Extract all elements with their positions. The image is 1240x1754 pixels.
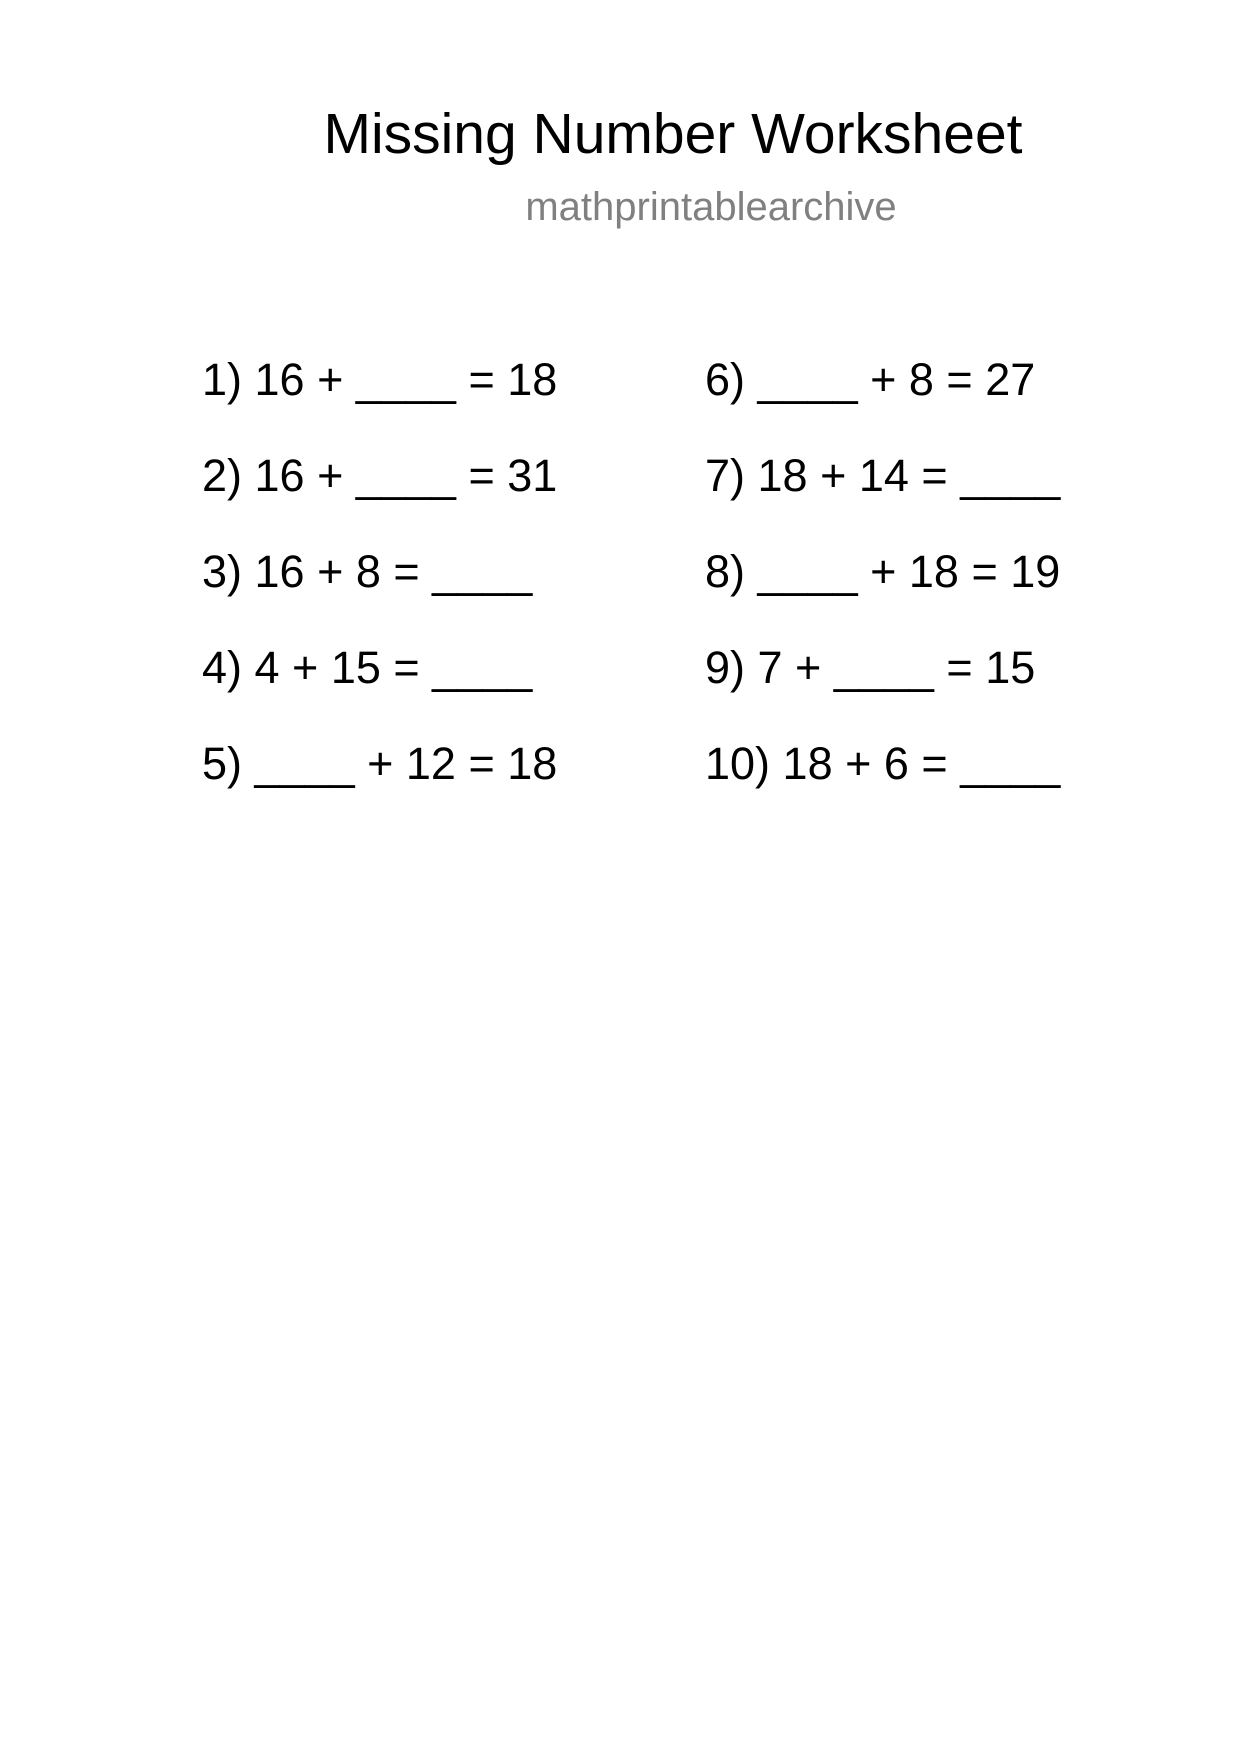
problem-1: 1) 16 + ____ = 18 <box>202 354 558 405</box>
problem-6: 6) ____ + 8 = 27 <box>705 354 1036 405</box>
worksheet-subtitle: mathprintablearchive <box>525 185 897 229</box>
problem-4: 4) 4 + 15 = ____ <box>202 642 533 693</box>
problem-3: 3) 16 + 8 = ____ <box>202 546 533 597</box>
problem-column-left <box>202 352 557 832</box>
problem-column-right <box>705 352 1060 832</box>
problem-9: 9) 7 + ____ = 15 <box>705 642 1036 693</box>
worksheet-title: Missing Number Worksheet <box>323 102 1023 166</box>
problem-10: 10) 18 + 6 = ____ <box>705 738 1061 789</box>
problem-5: 5) ____ + 12 = 18 <box>202 738 558 789</box>
problem-7: 7) 18 + 14 = ____ <box>705 450 1061 501</box>
problem-8: 8) ____ + 18 = 19 <box>705 546 1061 597</box>
problem-2: 2) 16 + ____ = 31 <box>202 450 558 501</box>
